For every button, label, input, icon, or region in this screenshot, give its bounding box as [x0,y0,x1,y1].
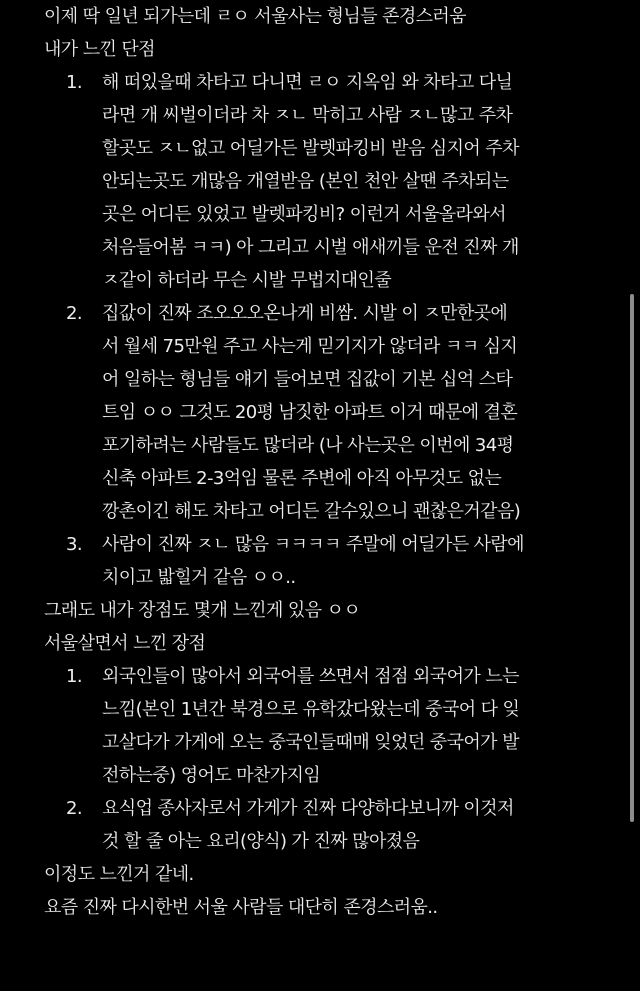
pros-item-2 [44,792,604,858]
text-line: 신축 아파트 2-3억임 물론 주변에 아직 아무것도 없는 [102,468,502,489]
text-line: 깡촌이긴 해도 차타고 어디든 갈수있으니 괜찮은거같음) [102,501,521,522]
text-line: 고살다가 가게에 오는 중국인들때매 잊었던 중국어가 발 [102,732,519,753]
text-line: 할곳도 ㅈㄴ없고 어딜가든 발렛파킹비 받음 심지어 주차 [102,138,519,159]
text-line: 외국인들이 많아서 외국어를 쓰면서 점점 외국어가 느는 [102,666,519,687]
closing-line: 요즘 진짜 다시한번 서울 사람들 대단히 존경스러움.. [44,897,438,918]
cons-item-number: 1. [66,72,82,93]
pros-list [44,660,604,858]
text-line: 트임 ㅇㅇ 그것도 20평 남짓한 아파트 이거 때문에 결혼 [102,402,518,423]
scrollbar[interactable] [630,294,634,822]
text-line: 라면 개 씨벌이더라 차 ㅈㄴ 막히고 사람 ㅈㄴ많고 주차 [102,105,513,126]
cons-item-3 [44,528,604,594]
cons-item-number: 2. [66,303,82,324]
text-line: 느낌(본인 1년간 북경으로 유학갔다왔는데 중국어 다 잊 [102,699,520,720]
text-line: 치이고 밟힐거 같음 ㅇㅇ.. [102,567,296,588]
cons-list [44,66,604,594]
post-body [44,0,604,924]
text-line: 처음들어봄 ㅋㅋ) 아 그리고 시벌 애새끼들 운전 진짜 개 [102,237,519,258]
cons-heading-line: 내가 느낀 단점 [44,39,155,60]
closing-line: 이정도 느낀거 같네. [44,864,194,885]
text-line: 집값이 진짜 조오오오온나게 비쌈. 시발 이 ㅈ만한곳에 [102,303,508,324]
cons-item-2 [44,297,604,528]
text-line: 전하는중) 영어도 마찬가지임 [102,765,321,786]
intro-line: 이제 딱 일년 되가는데 ㄹㅇ 서울사는 형님들 존경스러움 [44,6,466,27]
text-line: 해 떠있을때 차타고 다니면 ㄹㅇ 지옥임 와 차타고 다닐 [102,72,513,93]
post-closing [44,858,604,924]
cons-heading [44,33,604,66]
pros-heading-line: 서울살면서 느낀 장점 [44,633,206,654]
text-line: 안되는곳도 개많음 개열받음 (본인 천안 살땐 주차되는 [102,171,509,192]
text-line: 사람이 진짜 ㅈㄴ 많음 ㅋㅋㅋㅋ 주말에 어딜가든 사람에 [102,534,524,555]
pros-item-number: 1. [66,666,82,687]
pros-intro-line: 그래도 내가 장점도 몇개 느낀게 있음 ㅇㅇ [44,600,361,621]
text-line: 포기하려는 사람들도 많더라 (나 사는곳은 이번에 34평 [102,435,514,456]
text-line: 요식업 종사자로서 가게가 진짜 다양하다보니까 이것저 [102,798,514,819]
cons-item-number: 3. [66,534,82,555]
text-line: 어 일하는 형님들 얘기 들어보면 집값이 기본 십억 스타 [102,369,513,390]
pros-item-1 [44,660,604,792]
pros-item-number: 2. [66,798,82,819]
text-line: 서 월세 75만원 주고 사는게 믿기지가 않더라 ㅋㅋ 심지 [102,336,518,357]
text-line: 곳은 어디든 있었고 발렛파킹비? 이런거 서울올라와서 [102,204,506,225]
text-line: 것 할 줄 아는 요리(양식) 가 진짜 많아졌음 [102,831,420,852]
cons-item-1 [44,66,604,297]
post-intro [44,0,604,33]
pros-intro [44,594,604,627]
pros-heading [44,627,604,660]
text-line: ㅈ같이 하더라 무슨 시발 무법지대인줄 [102,270,392,291]
